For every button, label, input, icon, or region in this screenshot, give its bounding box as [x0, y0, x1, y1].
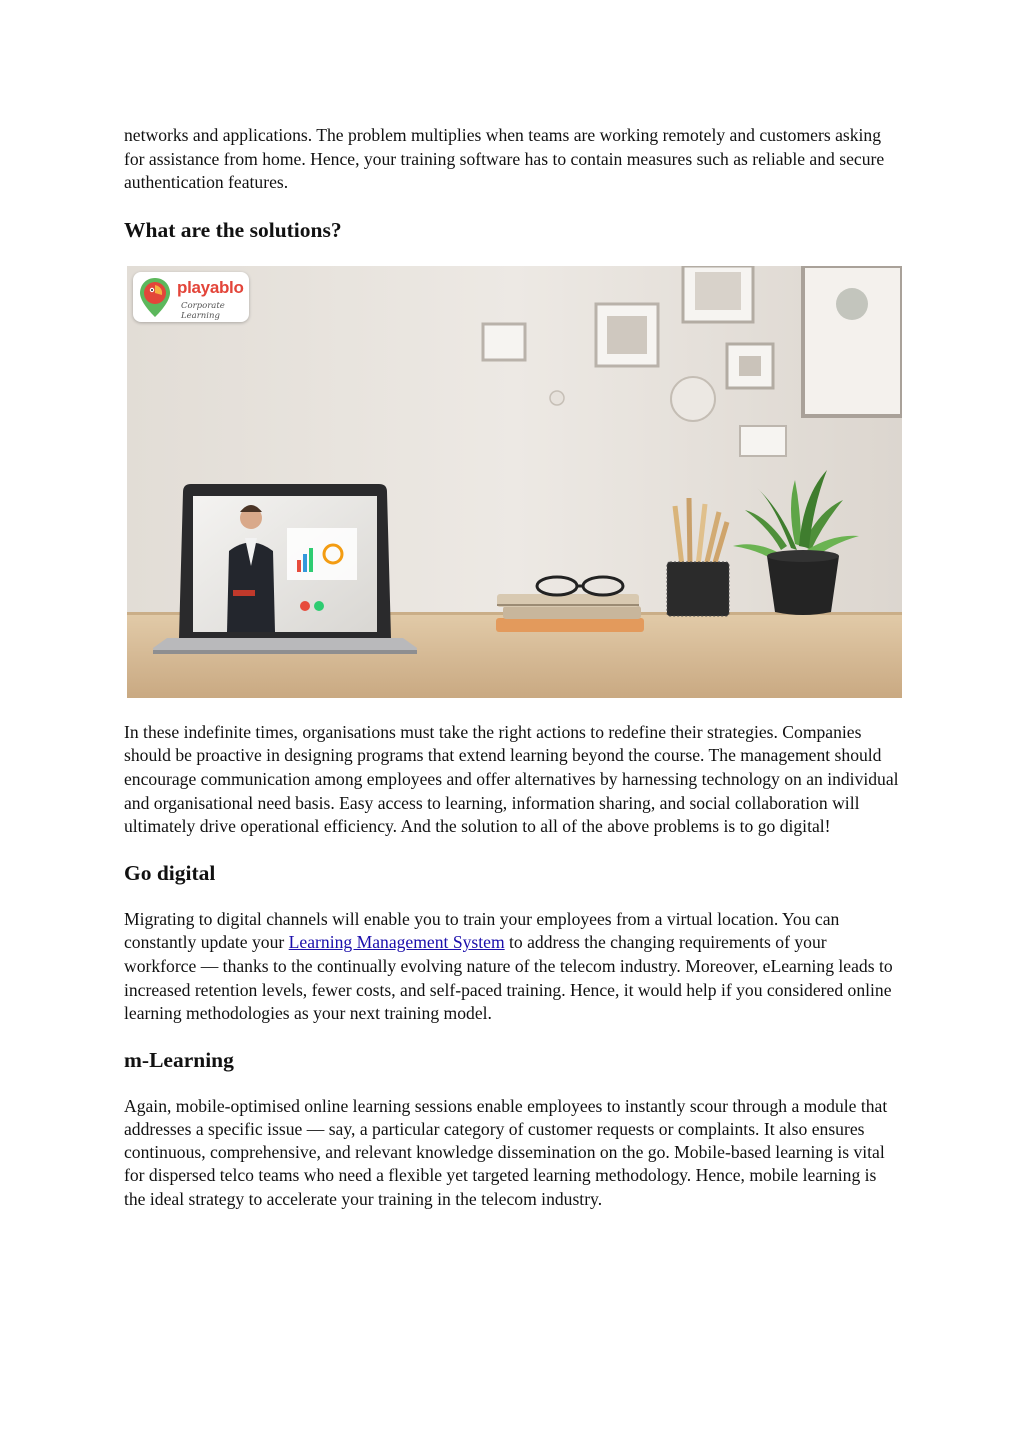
solutions-heading: What are the solutions? [124, 217, 342, 242]
wall-frame-6 [740, 426, 786, 456]
parrot-pin-icon [135, 272, 175, 322]
learning-management-system-link[interactable]: Learning Management System [288, 932, 505, 953]
plant-pot [767, 556, 839, 615]
screen-bar-2 [303, 554, 307, 572]
laptop-base [153, 638, 417, 652]
mlearning-heading: m-Learning [124, 1047, 234, 1072]
presenter-book [233, 590, 255, 596]
go-digital-heading: Go digital [124, 860, 216, 885]
screen-bar-1 [297, 560, 301, 572]
wall-plate [671, 377, 715, 421]
wall-frame-5-plant [836, 288, 868, 320]
screen-whiteboard [287, 528, 357, 580]
notebook-middle [503, 606, 641, 619]
intro-paragraph: networks and applications. The problem multiplies when teams are working remotely and customers asking for assistance from home. Hence, your training software has to contain measures such as reliable and secure authentication features. [124, 125, 885, 193]
logo-brand-name: playablo [177, 277, 244, 297]
wall-frame-1-art [607, 316, 647, 354]
logo-tagline: Corporate Learning [181, 300, 225, 321]
wall-frame-2-art [695, 272, 741, 310]
playablo-logo [133, 272, 249, 322]
laptop-desk-photo [127, 266, 902, 698]
wall-deco [550, 391, 564, 405]
go-digital-text-after-link: to address the changing requirements of your workforce — thanks to the continually evolving nature of the telecom industry. Moreover, eLearning leads to increased retention levels, fewer costs, and self-paced training. Hence, it would help if you considered online learning methodologies as your next training model. [124, 932, 893, 1024]
document-page [124, 124, 902, 1211]
notebook-spiral [497, 604, 639, 606]
pencil-cup [667, 562, 729, 616]
go-digital-paragraph [124, 908, 902, 1026]
go-digital-text-before-link: Migrating to digital channels will enable you to train your employees from a virtual location. You can constantly update your [124, 908, 840, 953]
screen-bar-3 [309, 548, 313, 572]
pencil-2 [689, 498, 690, 566]
plant-pot-rim [767, 550, 839, 562]
solutions-paragraph: In these indefinite times, organisations must take the right actions to redefine their strategies. Companies should be proactive in designing programs that extend learning beyond the course. The management should encourage communication among employees and offer alternatives by harnessing technology on an individual and organisational need basis. Easy access to learning, information sharing, and social collaboration will ultimately drive operational efficiency. And the solution to all of the above problems is to go digital! [124, 721, 899, 837]
notebook-bottom [496, 618, 644, 632]
photo-illustration [127, 266, 902, 698]
screen-dot-green [314, 601, 324, 611]
wall-frame-3 [483, 324, 525, 360]
mlearning-paragraph: Again, mobile-optimised online learning sessions enable employees to instantly scour through a module that addresses a specific issue — say, a particular category of customer requests or complaints. It also ensures continuous, comprehensive, and relevant knowledge dissemination on the go. Mobile-based learning is vital for dispersed telco teams who need a flexible yet targeted learning methodology. Hence, mobile learning is the ideal strategy to accelerate your training in the telecom industry. [124, 1095, 888, 1209]
laptop-base-shadow [153, 650, 417, 654]
screen-dot-red [300, 601, 310, 611]
wall-frame-4-art [739, 356, 761, 376]
